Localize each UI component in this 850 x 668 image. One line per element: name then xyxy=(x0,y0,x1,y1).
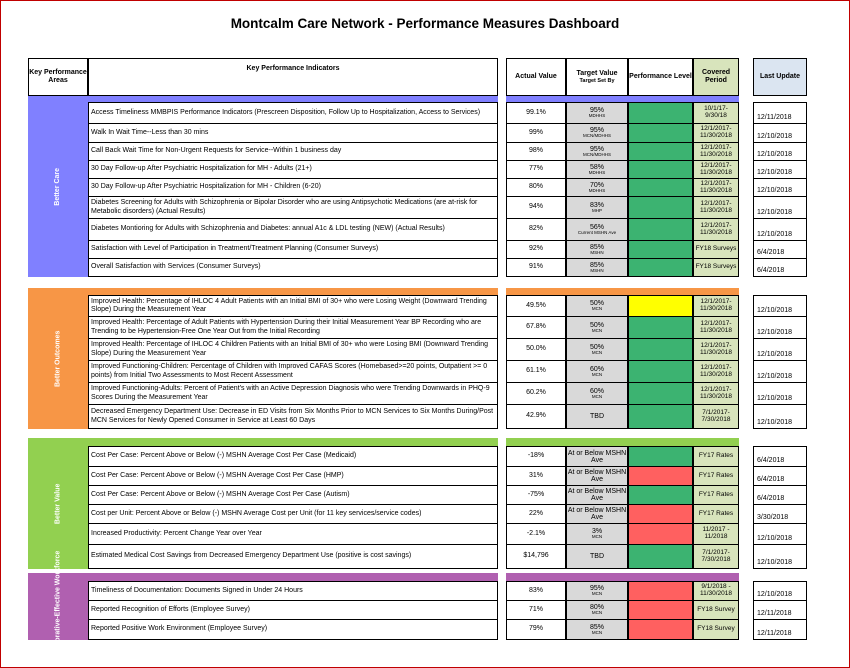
target-value xyxy=(566,219,628,241)
target-main: TBD xyxy=(590,553,604,560)
actual-value: 99.1% xyxy=(506,102,566,124)
last-update: 12/10/2018 xyxy=(753,405,807,429)
actual-value: 91% xyxy=(506,259,566,277)
performance-level xyxy=(628,241,693,259)
target-set-by: MCN xyxy=(591,393,603,399)
performance-level xyxy=(628,405,693,429)
actual-value: 92% xyxy=(506,241,566,259)
last-update: 12/10/2018 xyxy=(753,524,807,545)
covered-period: 11/2017 - 11/2018 xyxy=(693,524,739,545)
target-value xyxy=(566,102,628,124)
last-update: 6/4/2018 xyxy=(753,241,807,259)
last-update: 12/10/2018 xyxy=(753,143,807,161)
actual-value: 98% xyxy=(506,143,566,161)
covered-period: 12/1/2017-11/30/2018 xyxy=(693,339,739,361)
last-update: 12/10/2018 xyxy=(753,124,807,143)
performance-level xyxy=(628,446,693,467)
last-update: 6/4/2018 xyxy=(753,486,807,505)
covered-period: FY18 Survey xyxy=(693,620,739,640)
kpi-cell: Cost Per Case: Percent Above or Below (-) MSHN Average Cost Per Case (HMP) xyxy=(88,467,498,486)
target-main: 95% xyxy=(589,127,604,135)
target-value xyxy=(566,620,628,640)
section-bar xyxy=(506,573,739,581)
target-main: At or Below MSHN Ave xyxy=(567,449,627,464)
target-set-by: Current MSHN Ave xyxy=(577,229,617,235)
kpi-cell: Improved Health: Percentage of IHLOC 4 Children Patients with an Initial BMI of 30+ who were Losing BMI (Downward Trending Slope) During the Measurement Year xyxy=(88,339,498,361)
last-update: 12/10/2018 xyxy=(753,161,807,179)
target-value xyxy=(566,446,628,467)
performance-level xyxy=(628,143,693,161)
header-actual: Actual Value xyxy=(506,58,566,96)
covered-period: FY17 Rates xyxy=(693,486,739,505)
target-value xyxy=(566,179,628,197)
target-set-by: MCN xyxy=(591,629,603,635)
covered-period: 12/1/2017-11/30/2018 xyxy=(693,219,739,241)
target-value xyxy=(566,524,628,545)
last-update: 12/10/2018 xyxy=(753,317,807,339)
actual-value: 31% xyxy=(506,467,566,486)
page-title: Montcalm Care Network - Performance Measures Dashboard xyxy=(230,16,620,31)
area-block xyxy=(28,288,88,429)
header-area: Key Performance Areas xyxy=(28,58,88,96)
performance-level xyxy=(628,102,693,124)
covered-period: FY17 Rates xyxy=(693,467,739,486)
kpi-cell: Diabetes Montioring for Adults with Schizophrenia and Diabetes: annual A1c & LDL testing (NEW) (Actual Results) xyxy=(88,219,498,241)
target-main: 60% xyxy=(589,365,604,373)
target-value xyxy=(566,486,628,505)
actual-value: 71% xyxy=(506,601,566,620)
kpi-cell: Cost Per Case: Percent Above or Below (-) MSHN Average Cost Per Case (Medicaid) xyxy=(88,446,498,467)
target-main: 58% xyxy=(589,163,604,171)
actual-value: 67.8% xyxy=(506,317,566,339)
target-value xyxy=(566,241,628,259)
target-main: 85% xyxy=(589,623,604,631)
actual-value: 61.1% xyxy=(506,361,566,383)
target-main: 95% xyxy=(589,585,604,593)
covered-period: 12/1/2017-11/30/2018 xyxy=(693,161,739,179)
target-set-by: MCN xyxy=(591,534,603,540)
covered-period: FY17 Rates xyxy=(693,505,739,524)
kpi-cell: Improved Functioning-Adults: Percent of Patient's with an Active Depression Diagnosis who were Trending Downwards in PHQ-9 Scores During the Measurement Year xyxy=(88,383,498,405)
target-set-by: MCN xyxy=(591,327,603,333)
target-value xyxy=(566,143,628,161)
actual-value: 22% xyxy=(506,505,566,524)
target-main: At or Below MSHN Ave xyxy=(567,488,627,502)
last-update: 3/30/2018 xyxy=(753,505,807,524)
header-level: Performance Level xyxy=(628,58,693,96)
target-main: 3% xyxy=(591,528,603,536)
area-label: Better Outcomes xyxy=(54,330,62,387)
target-set-by: MCN xyxy=(591,306,603,312)
target-value xyxy=(566,505,628,524)
area-label: Better Value xyxy=(54,483,62,524)
actual-value: 50.0% xyxy=(506,339,566,361)
actual-value: 79% xyxy=(506,620,566,640)
performance-level xyxy=(628,620,693,640)
target-set-by: MDHHS xyxy=(588,113,606,119)
last-update: 12/10/2018 xyxy=(753,197,807,219)
actual-value: 77% xyxy=(506,161,566,179)
area-label: Collaborative-Effective Workforce xyxy=(54,550,62,663)
actual-value: 99% xyxy=(506,124,566,143)
last-update: 12/10/2018 xyxy=(753,179,807,197)
performance-level xyxy=(628,295,693,317)
target-value xyxy=(566,339,628,361)
actual-value: 49.5% xyxy=(506,295,566,317)
target-main: 50% xyxy=(589,300,604,308)
covered-period: 12/1/2017-11/30/2018 xyxy=(693,361,739,383)
performance-level xyxy=(628,524,693,545)
target-value xyxy=(566,259,628,277)
actual-value: -2.1% xyxy=(506,524,566,545)
last-update: 12/11/2018 xyxy=(753,620,807,640)
target-set-by: MSHN xyxy=(590,267,604,273)
kpi-cell: Access Timeliness MMBPIS Performance Indicators (Prescreen Disposition, Follow Up to Hospitalization, Access to Services) xyxy=(88,102,498,124)
kpi-cell: 30 Day Follow-up After Psychiatric Hospitalization for MH - Adults (21+) xyxy=(88,161,498,179)
target-main: 95% xyxy=(589,107,604,115)
kpi-cell: Reported Positive Work Environment (Employee Survey) xyxy=(88,620,498,640)
actual-value: 83% xyxy=(506,581,566,601)
target-main: 85% xyxy=(589,243,604,251)
kpi-cell: Improved Functioning-Children: Percentage of Children with Improved CAFAS Scores (Homebased>=20 points, Outpatient >= 0 points) from Initial Two Assessments to Most Recent Assessment xyxy=(88,361,498,383)
target-main: 80% xyxy=(589,604,604,612)
target-set-by: MCN xyxy=(591,371,603,377)
performance-level xyxy=(628,383,693,405)
performance-level xyxy=(628,219,693,241)
performance-level xyxy=(628,339,693,361)
target-main: TBD xyxy=(590,413,604,420)
header-target: Target Value Target Set By xyxy=(566,58,628,96)
target-value xyxy=(566,361,628,383)
target-set-by: MSHN xyxy=(590,249,604,255)
last-update: 12/10/2018 xyxy=(753,219,807,241)
performance-level xyxy=(628,124,693,143)
target-set-by: MCN xyxy=(591,610,603,616)
covered-period: 10/1/17-9/30/18 xyxy=(693,102,739,124)
last-update: 12/10/2018 xyxy=(753,545,807,569)
covered-period: 12/1/2017-11/30/2018 xyxy=(693,295,739,317)
section-bar xyxy=(88,438,498,446)
covered-period: 12/1/2017-11/30/2018 xyxy=(693,143,739,161)
header-update: Last Update xyxy=(753,58,807,96)
target-main: 83% xyxy=(589,201,604,209)
target-value xyxy=(566,161,628,179)
target-main: At or Below MSHN Ave xyxy=(567,469,627,483)
performance-level xyxy=(628,259,693,277)
covered-period: 12/1/2017-11/30/2018 xyxy=(693,383,739,405)
kpi-cell: Overall Satisfaction with Services (Consumer Surveys) xyxy=(88,259,498,277)
kpi-cell: Increased Productivity: Percent Change Year over Year xyxy=(88,524,498,545)
target-set-by: MCN/MDHHS xyxy=(583,133,611,139)
kpi-cell: Diabetes Screening for Adults with Schizophrenia or Bipolar Disorder who are using Antipsychotic Medications (are at-risk for Metabolic disorders) (Actual Results) xyxy=(88,197,498,219)
kpi-cell: Improved Health: Percentage of Adult Patients with Hypertension During their Initial Measurement Year BP Recording who are Trending to be Hypertension-Free One Year Out from the Initial Recording xyxy=(88,317,498,339)
target-set-by: MDHHS xyxy=(588,169,606,175)
area-label: Better Care xyxy=(54,167,62,206)
performance-level xyxy=(628,545,693,569)
covered-period: 12/1/2017-11/30/2018 xyxy=(693,179,739,197)
performance-level xyxy=(628,361,693,383)
section-bar xyxy=(506,288,739,295)
last-update: 12/10/2018 xyxy=(753,295,807,317)
target-main: 50% xyxy=(589,321,604,329)
actual-value: 94% xyxy=(506,197,566,219)
performance-level xyxy=(628,179,693,197)
target-main: 85% xyxy=(589,261,604,269)
target-main: At or Below MSHN Ave xyxy=(567,507,627,521)
covered-period: 9/1/2018 - 11/30/2018 xyxy=(693,581,739,601)
last-update: 12/10/2018 xyxy=(753,339,807,361)
last-update: 6/4/2018 xyxy=(753,467,807,486)
target-value xyxy=(566,601,628,620)
actual-value: -18% xyxy=(506,446,566,467)
kpi-cell: Call Back Wait Time for Non-Urgent Requests for Service--Within 1 business day xyxy=(88,143,498,161)
target-value xyxy=(566,581,628,601)
target-value xyxy=(566,405,628,429)
last-update: 12/11/2018 xyxy=(753,601,807,620)
covered-period: 12/1/2017-11/30/2018 xyxy=(693,197,739,219)
area-block xyxy=(28,96,88,277)
performance-level xyxy=(628,601,693,620)
covered-period: FY18 Survey xyxy=(693,601,739,620)
section-bar xyxy=(88,573,498,581)
performance-level xyxy=(628,486,693,505)
area-block xyxy=(28,550,88,663)
actual-value: 82% xyxy=(506,219,566,241)
performance-level xyxy=(628,467,693,486)
last-update: 12/11/2018 xyxy=(753,102,807,124)
kpi-cell: Improved Health: Percentage of IHLOC 4 Adult Patients with an Initial BMI of 30+ who were Losing Weight (Downward Trending Slope) During the Measurement Year xyxy=(88,295,498,317)
kpi-cell: Estimated Medical Cost Savings from Decreased Emergency Department Use (positive is cost savings) xyxy=(88,545,498,569)
performance-level xyxy=(628,317,693,339)
target-set-by: MDHHS xyxy=(588,187,606,193)
target-main: 60% xyxy=(589,387,604,395)
kpi-cell: Walk In Wait Time--Less than 30 mins xyxy=(88,124,498,143)
last-update: 6/4/2018 xyxy=(753,446,807,467)
target-main: 70% xyxy=(589,181,604,189)
covered-period: 7/1/2017-7/30/2018 xyxy=(693,405,739,429)
covered-period: FY17 Rates xyxy=(693,446,739,467)
target-set-by: MCN xyxy=(591,349,603,355)
covered-period: 12/1/2017-11/30/2018 xyxy=(693,124,739,143)
last-update: 12/10/2018 xyxy=(753,581,807,601)
target-value xyxy=(566,383,628,405)
target-value xyxy=(566,124,628,143)
header-period: Covered Period xyxy=(693,58,739,96)
kpi-cell: Satisfaction with Level of Participation in Treatment/Treatment Planning (Consumer Surveys) xyxy=(88,241,498,259)
target-set-by: MCN/MDHHS xyxy=(583,151,611,157)
target-value xyxy=(566,197,628,219)
covered-period: FY18 Surveys xyxy=(693,259,739,277)
actual-value: -75% xyxy=(506,486,566,505)
actual-value: $14,796 xyxy=(506,545,566,569)
last-update: 6/4/2018 xyxy=(753,259,807,277)
performance-level xyxy=(628,197,693,219)
actual-value: 42.9% xyxy=(506,405,566,429)
target-set-by: MHP xyxy=(592,207,602,213)
kpi-cell: Cost per Unit: Percent Above or Below (-) MSHN Average Cost per Unit (for 11 key services/service codes) xyxy=(88,505,498,524)
performance-level xyxy=(628,161,693,179)
last-update: 12/10/2018 xyxy=(753,361,807,383)
header-kpi: Key Performance Indicators xyxy=(88,58,498,96)
section-bar xyxy=(506,438,739,446)
target-value xyxy=(566,545,628,569)
performance-level xyxy=(628,505,693,524)
area-block xyxy=(28,438,88,569)
kpi-cell: Cost Per Case: Percent Above or Below (-) MSHN Average Cost Per Case (Autism) xyxy=(88,486,498,505)
covered-period: 7/1/2017-7/30/2018 xyxy=(693,545,739,569)
kpi-cell: Decreased Emergency Department Use: Decrease in ED Visits from Six Months Prior to MCN Services to Six Months During/Post MCN Services for Newly Opened Consumer in Service at Least 60 Days xyxy=(88,405,498,429)
covered-period: FY18 Surveys xyxy=(693,241,739,259)
target-main: 95% xyxy=(589,145,604,153)
target-main: 50% xyxy=(589,343,604,351)
kpi-cell: Timeliness of Documentation: Documents Signed in Under 24 Hours xyxy=(88,581,498,601)
actual-value: 60.2% xyxy=(506,383,566,405)
target-value xyxy=(566,295,628,317)
actual-value: 80% xyxy=(506,179,566,197)
target-value xyxy=(566,467,628,486)
target-set-by: MCN xyxy=(591,591,603,597)
target-main: 56% xyxy=(589,223,604,231)
covered-period: 12/1/2017-11/30/2018 xyxy=(693,317,739,339)
performance-level xyxy=(628,581,693,601)
section-bar xyxy=(88,288,498,295)
kpi-cell: Reported Recognition of Efforts (Employee Survey) xyxy=(88,601,498,620)
target-value xyxy=(566,317,628,339)
last-update: 12/10/2018 xyxy=(753,383,807,405)
kpi-cell: 30 Day Follow-up After Psychiatric Hospitalization for MH - Children (6-20) xyxy=(88,179,498,197)
